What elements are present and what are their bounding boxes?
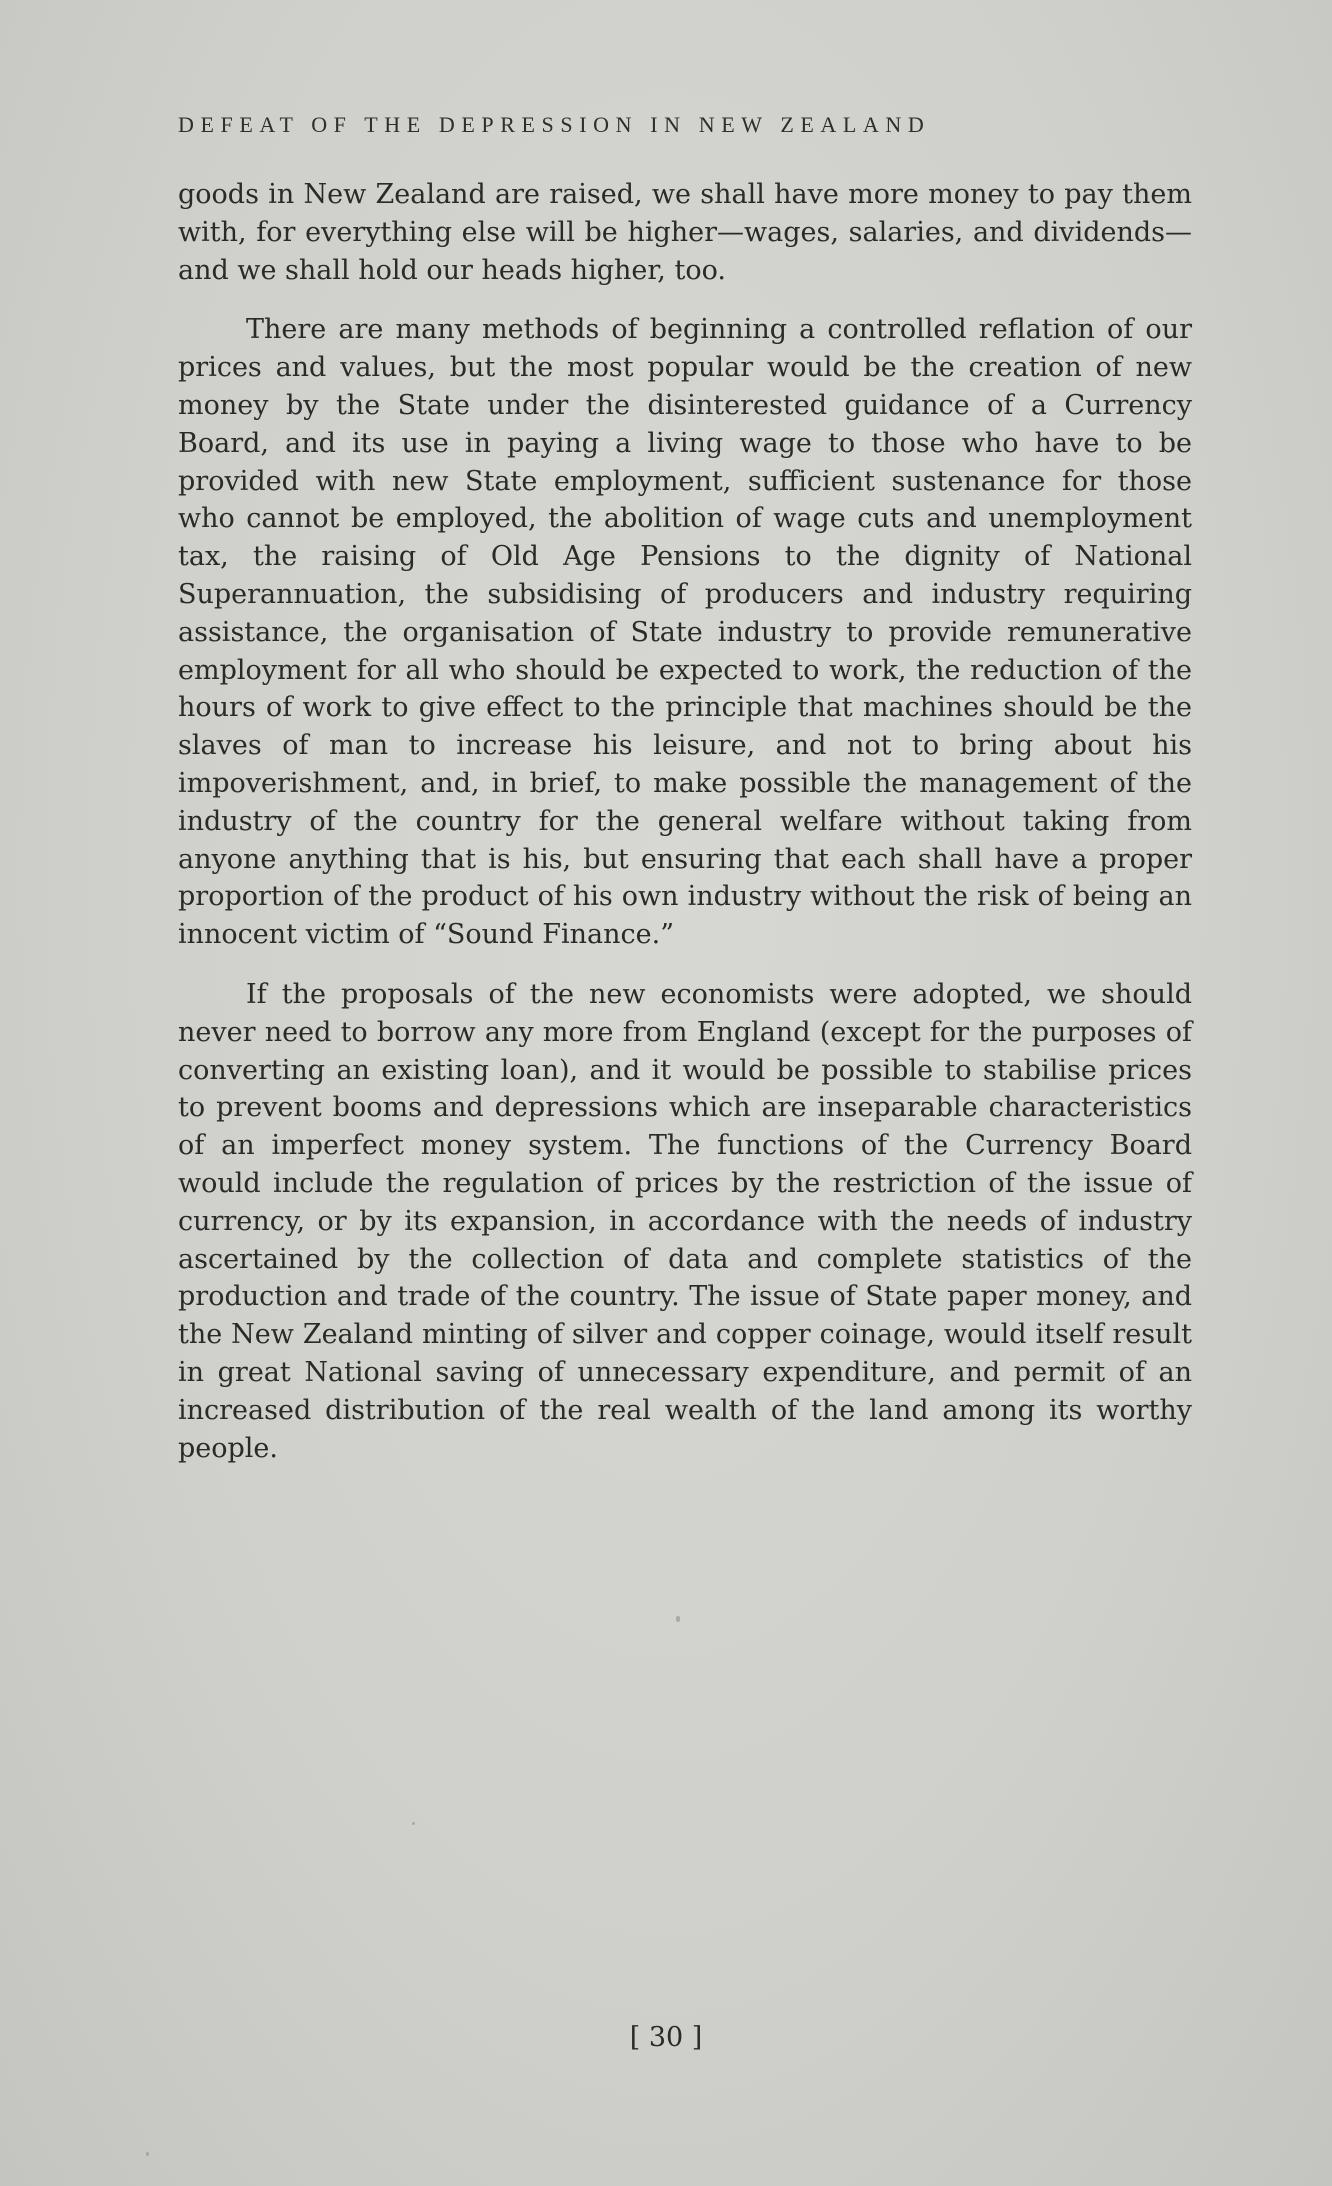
body-text xyxy=(178,176,1192,1489)
paragraph-continuation: goods in New Zealand are raised, we shall have more money to pay them with, for everything else will be higher—wages, salaries, and dividends—and we shall hold our heads higher, too. xyxy=(178,179,1192,286)
page-number: [ 30 ] xyxy=(629,2022,703,2053)
running-head: DEFEAT OF THE DEPRESSION IN NEW ZEALAND xyxy=(178,112,931,137)
paragraph-reflation: There are many methods of beginning a controlled reflation of our prices and values, but the most popular would be the creation of new money by the State under the disinterested guidance of a Currency Board, and its use in paying a living wage to those who have to be provided with new State employment, sufficient sustenance for those who cannot be employed, the abolition of wage cuts and unemployment tax, the raising of Old Age Pensions to the dignity of National Superannuation, the subsidising of producers and industry requiring assistance, the organisation of State industry to provide remunerative employment for all who should be expected to work, the reduction of the hours of work to give effect to the principle that machines should be the slaves of man to increase his leisure, and not to bring about his impoverishment, and, in brief, to make possible the management of the industry of the country for the general welfare without taking from anyone anything that is his, but ensuring that each shall have a proper proportion of the product of his own industry without the risk of being an innocent victim of “Sound Finance.” xyxy=(178,314,1192,951)
paragraph-currency-board: If the proposals of the new economists were adopted, we should never need to borrow any more from England (except for the purposes of converting an existing loan), and it would be possible to stabilise prices to prevent booms and depressions which are inseparable characteristics of an imperfect money system. The functions of the Currency Board would include the regulation of prices by the restriction of the issue of currency, or by its expansion, in accordance with the needs of industry ascertained by the collection of data and complete statistics of the production and trade of the country. The issue of State paper money, and the New Zealand minting of silver and copper coinage, would itself result in great National saving of unnecessary expenditure, and permit of an increased distribution of the real wealth of the land among its worthy people. xyxy=(178,978,1192,1464)
paper-speck xyxy=(412,1822,415,1825)
paper-speck xyxy=(146,2152,149,2156)
paper-speck xyxy=(676,1616,680,1622)
